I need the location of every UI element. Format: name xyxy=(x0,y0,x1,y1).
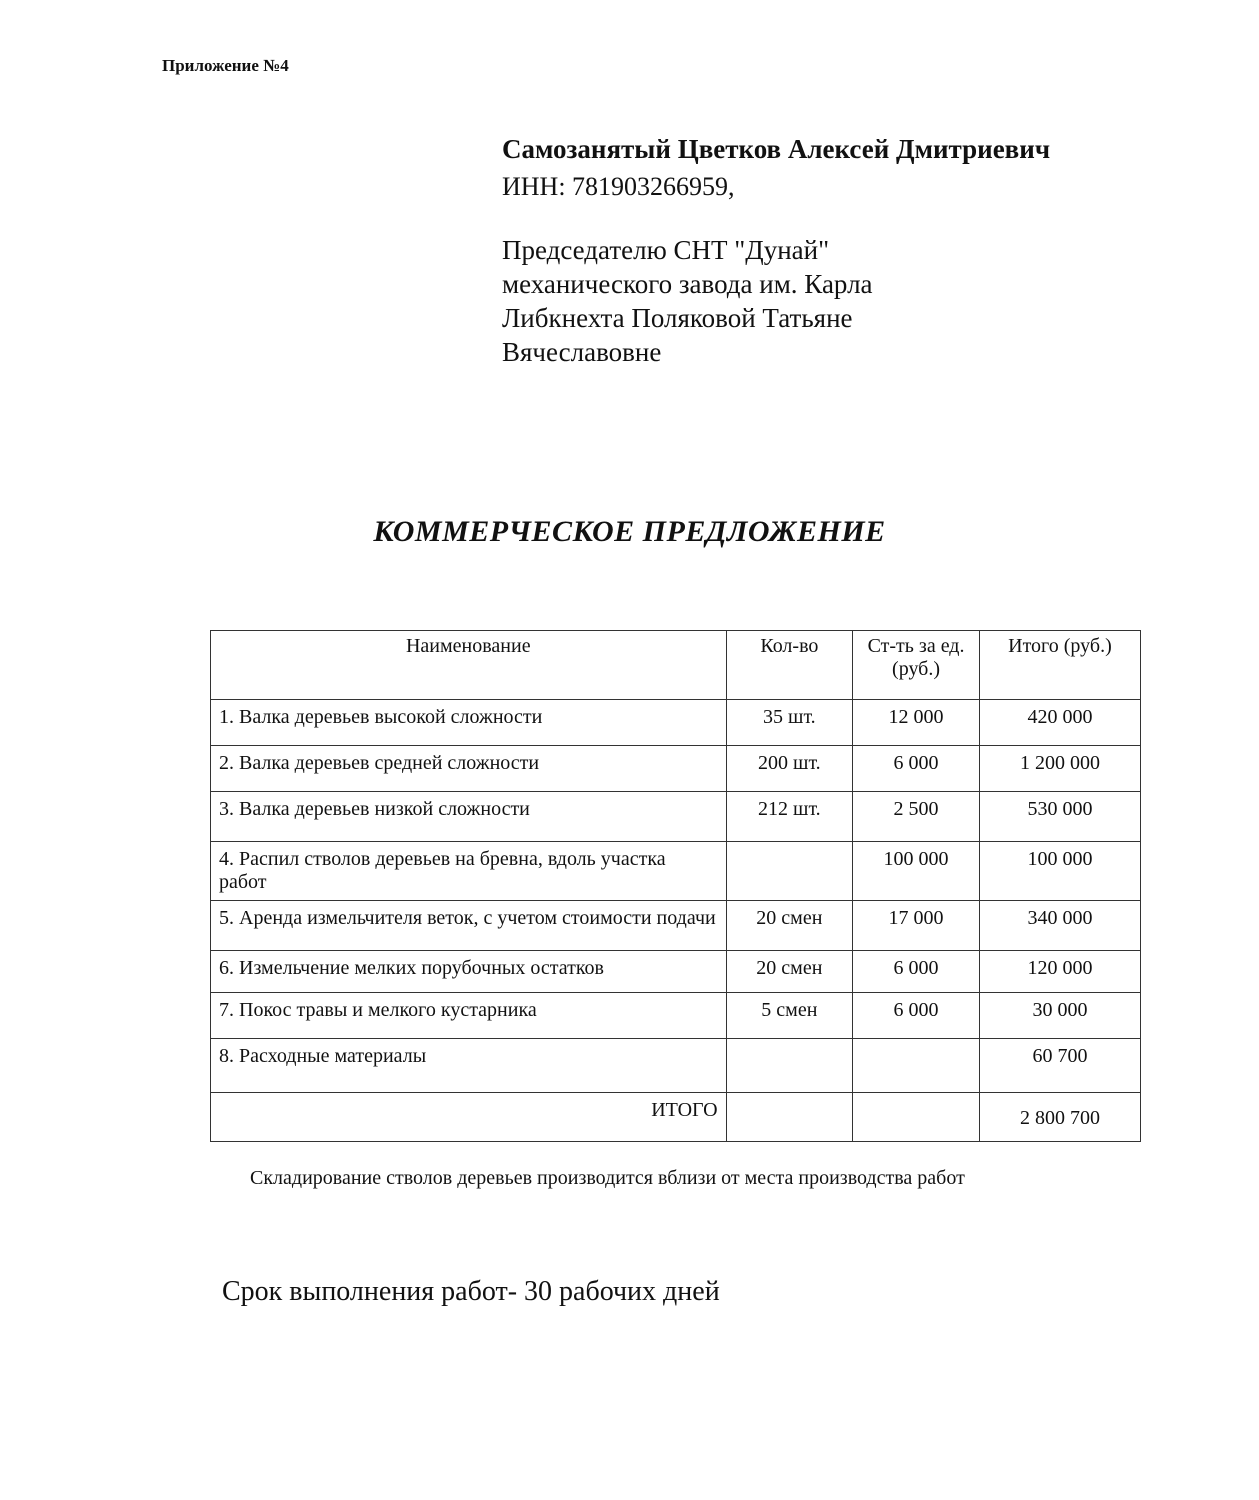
row-price: 6 000 xyxy=(853,746,980,792)
row-price: 100 000 xyxy=(853,842,980,901)
row-name: 7. Покос травы и мелкого кустарника xyxy=(211,993,727,1039)
table-total-row xyxy=(211,1093,1141,1142)
recipient-line: Либкнехта Поляковой Татьяне xyxy=(502,303,853,333)
row-total: 340 000 xyxy=(979,901,1140,951)
deadline-text: Срок выполнения работ- 30 рабочих дней xyxy=(222,1276,720,1307)
recipient-line: Вячеславовне xyxy=(502,337,662,367)
table-row xyxy=(211,700,1141,746)
row-name: 8. Расходные материалы xyxy=(211,1039,727,1093)
row-qty: 212 шт. xyxy=(726,792,853,842)
table-row xyxy=(211,1039,1141,1093)
storage-note: Складирование стволов деревьев производится вблизи от места производства работ xyxy=(250,1167,965,1189)
document-title: КОММЕРЧЕСКОЕ ПРЕДЛОЖЕНИЕ xyxy=(373,515,886,548)
table-row xyxy=(211,951,1141,993)
grand-total: 2 800 700 xyxy=(979,1093,1140,1142)
row-qty: 5 смен xyxy=(726,993,853,1039)
table-row xyxy=(211,842,1141,901)
row-name: 2. Валка деревьев средней сложности xyxy=(211,746,727,792)
row-total: 530 000 xyxy=(979,792,1140,842)
header-price: Ст-ть за ед. (руб.) xyxy=(853,631,980,700)
recipient-block xyxy=(502,233,873,369)
row-qty: 35 шт. xyxy=(726,700,853,746)
recipient-line: механического завода им. Карла xyxy=(502,269,873,299)
sender-name: Самозанятый Цветков Алексей Дмитриевич xyxy=(502,134,1051,164)
row-price: 17 000 xyxy=(853,901,980,951)
row-price xyxy=(853,1039,980,1093)
row-qty: 20 смен xyxy=(726,951,853,993)
row-price: 12 000 xyxy=(853,700,980,746)
row-price: 6 000 xyxy=(853,951,980,993)
row-total: 420 000 xyxy=(979,700,1140,746)
header-name: Наименование xyxy=(211,631,727,700)
total-label: ИТОГО xyxy=(211,1093,727,1142)
row-qty xyxy=(726,1039,853,1093)
header-total: Итого (руб.) xyxy=(979,631,1140,700)
row-total: 30 000 xyxy=(979,993,1140,1039)
row-total: 1 200 000 xyxy=(979,746,1140,792)
total-qty-empty xyxy=(726,1093,853,1142)
offer-table xyxy=(210,630,1141,1142)
table-row xyxy=(211,993,1141,1039)
row-price: 6 000 xyxy=(853,993,980,1039)
table-row xyxy=(211,901,1141,951)
row-qty: 20 смен xyxy=(726,901,853,951)
sender-inn: ИНН: 781903266959, xyxy=(502,172,735,201)
row-total: 120 000 xyxy=(979,951,1140,993)
recipient-line: Председателю СНТ "Дунай" xyxy=(502,235,830,265)
row-total: 100 000 xyxy=(979,842,1140,901)
row-qty: 200 шт. xyxy=(726,746,853,792)
table-row xyxy=(211,746,1141,792)
row-qty xyxy=(726,842,853,901)
row-name: 1. Валка деревьев высокой сложности xyxy=(211,700,727,746)
table-header-row xyxy=(211,631,1141,700)
row-name: 4. Распил стволов деревьев на бревна, вдоль участка работ xyxy=(211,842,727,901)
table-row xyxy=(211,792,1141,842)
total-price-empty xyxy=(853,1093,980,1142)
row-price: 2 500 xyxy=(853,792,980,842)
header-qty: Кол-во xyxy=(726,631,853,700)
row-name: 3. Валка деревьев низкой сложности xyxy=(211,792,727,842)
row-name: 6. Измельчение мелких порубочных остатков xyxy=(211,951,727,993)
appendix-label: Приложение №4 xyxy=(162,56,289,75)
row-name: 5. Аренда измельчителя веток, с учетом стоимости подачи xyxy=(211,901,727,951)
row-total: 60 700 xyxy=(979,1039,1140,1093)
